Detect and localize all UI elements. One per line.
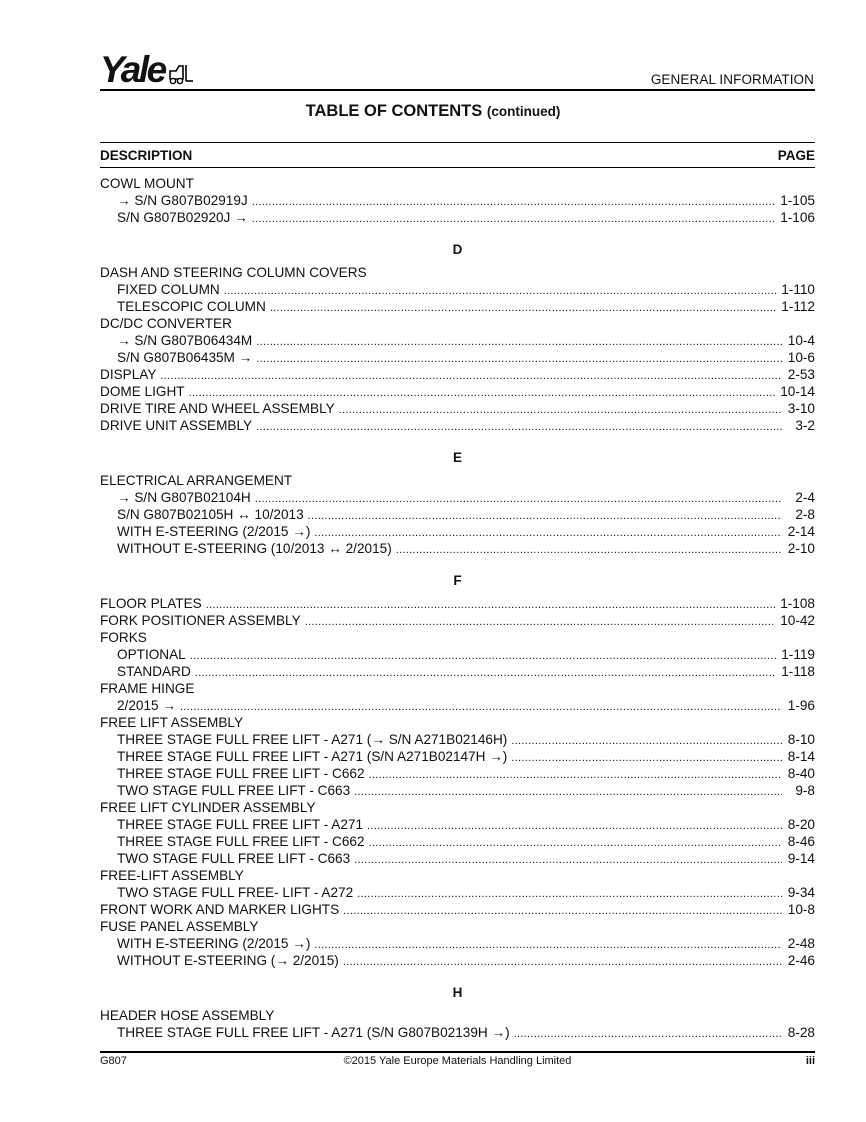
dot-leader bbox=[252, 192, 775, 209]
page-header: PAGE bbox=[777, 148, 815, 163]
dot-leader bbox=[189, 383, 776, 400]
dot-leader bbox=[256, 417, 782, 434]
toc-entry-label: TWO STAGE FULL FREE LIFT - C663 bbox=[117, 851, 351, 866]
toc-entry[interactable] bbox=[100, 663, 815, 680]
toc-entry[interactable] bbox=[100, 833, 815, 850]
toc-entry[interactable] bbox=[100, 264, 815, 281]
toc-entry-label: COWL MOUNT bbox=[100, 176, 194, 191]
column-header-rule-bottom bbox=[100, 167, 815, 168]
toc-entry-page: 10-14 bbox=[780, 384, 815, 399]
toc-entry[interactable] bbox=[100, 383, 815, 400]
toc-entry-label: THREE STAGE FULL FREE LIFT - C662 bbox=[117, 834, 365, 849]
toc-entry-label: 2/2015 → bbox=[117, 698, 176, 713]
toc-entry-label: FORKS bbox=[100, 630, 147, 645]
toc-entry-label: WITHOUT E-STEERING (10/2013 ↔ 2/2015) bbox=[117, 541, 392, 556]
toc-entry[interactable] bbox=[100, 192, 815, 209]
toc-entry-page: 3-10 bbox=[787, 401, 815, 416]
dot-leader bbox=[256, 349, 782, 366]
toc-entry-label: DC/DC CONVERTER bbox=[100, 316, 232, 331]
forklift-icon bbox=[168, 63, 194, 85]
dot-leader bbox=[224, 281, 777, 298]
toc-entry-label: DISPLAY bbox=[100, 367, 157, 382]
title-suffix: (continued) bbox=[486, 104, 561, 119]
toc-entry[interactable] bbox=[100, 612, 815, 629]
toc-entry[interactable] bbox=[100, 782, 815, 799]
toc-entry[interactable] bbox=[100, 349, 815, 366]
toc-entry[interactable] bbox=[100, 697, 815, 714]
dot-leader bbox=[511, 731, 782, 748]
toc-entry-label: S/N G807B02920J → bbox=[117, 210, 248, 225]
description-header: DESCRIPTION bbox=[100, 148, 193, 163]
dot-leader bbox=[369, 765, 782, 782]
toc-entry-label: THREE STAGE FULL FREE LIFT - C662 bbox=[117, 766, 365, 781]
toc-entry-label: FREE LIFT CYLINDER ASSEMBLY bbox=[100, 800, 316, 815]
dot-leader bbox=[305, 612, 776, 629]
dot-leader bbox=[343, 901, 782, 918]
toc-entry-label: WITH E-STEERING (2/2015 →) bbox=[117, 524, 311, 539]
dot-leader bbox=[270, 298, 776, 315]
toc-entry-page: 2-4 bbox=[795, 490, 815, 505]
toc-entry-page: 8-10 bbox=[787, 732, 815, 747]
toc-entry-label: WITH E-STEERING (2/2015 →) bbox=[117, 936, 311, 951]
toc-entry-page: 8-46 bbox=[787, 834, 815, 849]
toc-entry-label: FUSE PANEL ASSEMBLY bbox=[100, 919, 259, 934]
toc-entry-label: HEADER HOSE ASSEMBLY bbox=[100, 1008, 275, 1023]
dot-leader bbox=[367, 816, 782, 833]
toc-entry-page: 1-119 bbox=[781, 647, 815, 662]
toc-entry-label: WITHOUT E-STEERING (→ 2/2015) bbox=[117, 953, 339, 968]
toc-entry[interactable] bbox=[100, 417, 815, 434]
toc-entry[interactable] bbox=[100, 523, 815, 540]
header-rule bbox=[100, 89, 815, 91]
toc-entry[interactable] bbox=[100, 867, 815, 884]
page-title bbox=[0, 102, 866, 121]
toc-entry-label: TWO STAGE FULL FREE LIFT - C663 bbox=[117, 783, 351, 798]
toc-list bbox=[100, 175, 815, 1041]
toc-entry-page: 1-106 bbox=[780, 210, 815, 225]
toc-entry-page: 10-6 bbox=[787, 350, 815, 365]
section-letter: F bbox=[453, 573, 462, 588]
toc-entry[interactable] bbox=[100, 799, 815, 816]
dot-leader bbox=[396, 540, 782, 557]
toc-entry-label: THREE STAGE FULL FREE LIFT - A271 bbox=[117, 817, 364, 832]
toc-entry-page: 2-46 bbox=[787, 953, 815, 968]
column-header bbox=[100, 148, 815, 163]
logo-text: Yale bbox=[100, 49, 165, 90]
toc-entry-label: FREE LIFT ASSEMBLY bbox=[100, 715, 244, 730]
title-text: TABLE OF CONTENTS bbox=[305, 102, 483, 120]
toc-entry[interactable] bbox=[100, 1024, 815, 1041]
section-title: GENERAL INFORMATION bbox=[650, 72, 814, 87]
toc-entry-page: 9-34 bbox=[787, 885, 815, 900]
toc-entry-page: 10-42 bbox=[780, 613, 815, 628]
column-header-rule-top bbox=[100, 142, 815, 143]
section-letter: D bbox=[452, 242, 463, 257]
toc-entry-label: THREE STAGE FULL FREE LIFT - A271 (S/N G807B02139H →) bbox=[117, 1025, 510, 1040]
toc-entry-page: 2-53 bbox=[787, 367, 815, 382]
toc-entry-label: THREE STAGE FULL FREE LIFT - A271 (→ S/N A271B02146H) bbox=[117, 732, 508, 747]
section-letter: E bbox=[452, 450, 462, 465]
dot-leader bbox=[314, 935, 782, 952]
toc-entry[interactable] bbox=[100, 209, 815, 226]
yale-logo bbox=[100, 48, 194, 88]
toc-entry[interactable] bbox=[100, 366, 815, 383]
dot-leader bbox=[514, 1024, 782, 1041]
toc-entry[interactable] bbox=[100, 400, 815, 417]
toc-entry[interactable] bbox=[100, 731, 815, 748]
toc-entry[interactable] bbox=[100, 680, 815, 697]
toc-entry-page: 1-112 bbox=[781, 299, 815, 314]
dot-leader bbox=[255, 489, 782, 506]
toc-entry-page: 9-8 bbox=[795, 783, 815, 798]
toc-entry-page: 3-2 bbox=[795, 418, 815, 433]
toc-entry-label: TWO STAGE FULL FREE- LIFT - A272 bbox=[117, 885, 354, 900]
dot-leader bbox=[357, 884, 782, 901]
dot-leader bbox=[369, 833, 782, 850]
toc-entry[interactable] bbox=[100, 748, 815, 765]
toc-entry-page: 10-4 bbox=[787, 333, 815, 348]
toc-entry[interactable] bbox=[100, 472, 815, 489]
toc-entry-label: FRONT WORK AND MARKER LIGHTS bbox=[100, 902, 340, 917]
toc-entry[interactable] bbox=[100, 595, 815, 612]
dot-leader bbox=[190, 646, 776, 663]
toc-entry-label: DOME LIGHT bbox=[100, 384, 185, 399]
toc-entry-label: FLOOR PLATES bbox=[100, 596, 202, 611]
toc-entry-page: 8-28 bbox=[787, 1025, 815, 1040]
dot-leader bbox=[206, 595, 775, 612]
toc-entry-page: 1-108 bbox=[780, 596, 815, 611]
toc-entry-label: → S/N G807B02104H bbox=[117, 490, 251, 505]
toc-entry-label: ELECTRICAL ARRANGEMENT bbox=[100, 473, 293, 488]
toc-entry-page: 9-14 bbox=[787, 851, 815, 866]
toc-entry-label: STANDARD bbox=[117, 664, 191, 679]
toc-entry-label: → S/N G807B06434M bbox=[117, 333, 253, 348]
toc-entry-label: THREE STAGE FULL FREE LIFT - A271 (S/N A271B02147H →) bbox=[117, 749, 508, 764]
toc-entry[interactable] bbox=[100, 816, 815, 833]
toc-entry-label: DRIVE UNIT ASSEMBLY bbox=[100, 418, 253, 433]
toc-entry-label: S/N G807B06435M → bbox=[117, 350, 253, 365]
toc-entry-page: 2-8 bbox=[795, 507, 815, 522]
toc-entry[interactable] bbox=[100, 629, 815, 646]
dot-leader bbox=[180, 697, 782, 714]
dot-leader bbox=[354, 850, 782, 867]
toc-entry-label: TELESCOPIC COLUMN bbox=[117, 299, 266, 314]
dot-leader bbox=[308, 506, 782, 523]
toc-entry[interactable] bbox=[100, 935, 815, 952]
toc-entry-label: → S/N G807B02919J bbox=[117, 193, 248, 208]
toc-entry[interactable] bbox=[100, 884, 815, 901]
toc-entry[interactable] bbox=[100, 901, 815, 918]
dot-leader bbox=[339, 400, 782, 417]
toc-entry-label: DASH AND STEERING COLUMN COVERS bbox=[100, 265, 367, 280]
toc-entry[interactable] bbox=[100, 952, 815, 969]
toc-entry-page: 2-14 bbox=[787, 524, 815, 539]
footer-page-number: iii bbox=[805, 1055, 815, 1067]
toc-entry-label: OPTIONAL bbox=[117, 647, 186, 662]
toc-entry-page: 8-14 bbox=[787, 749, 815, 764]
toc-entry[interactable] bbox=[100, 315, 815, 332]
toc-entry-page: 8-40 bbox=[787, 766, 815, 781]
dot-leader bbox=[343, 952, 782, 969]
toc-entry-label: S/N G807B02105H ↔ 10/2013 bbox=[117, 507, 304, 522]
toc-entry[interactable] bbox=[100, 850, 815, 867]
toc-entry[interactable] bbox=[100, 332, 815, 349]
toc-entry-page: 1-105 bbox=[780, 193, 815, 208]
dot-leader bbox=[252, 209, 775, 226]
dot-leader bbox=[511, 748, 782, 765]
toc-entry-label: FRAME HINGE bbox=[100, 681, 195, 696]
dot-leader bbox=[195, 663, 776, 680]
dot-leader bbox=[256, 332, 782, 349]
toc-entry-page: 10-8 bbox=[787, 902, 815, 917]
toc-entry[interactable] bbox=[100, 506, 815, 523]
footer-copyright: ©2015 Yale Europe Materials Handling Limited bbox=[343, 1055, 572, 1067]
toc-entry-label: FREE-LIFT ASSEMBLY bbox=[100, 868, 244, 883]
toc-entry[interactable] bbox=[100, 1007, 815, 1024]
toc-entry-page: 1-118 bbox=[781, 664, 815, 679]
toc-entry-label: DRIVE TIRE AND WHEEL ASSEMBLY bbox=[100, 401, 335, 416]
toc-entry[interactable] bbox=[100, 918, 815, 935]
footer-rule bbox=[100, 1051, 815, 1053]
toc-entry[interactable] bbox=[100, 714, 815, 731]
dot-leader bbox=[160, 366, 782, 383]
dot-leader bbox=[354, 782, 782, 799]
toc-entry[interactable] bbox=[100, 281, 815, 298]
section-letter: H bbox=[452, 985, 463, 1000]
toc-entry[interactable] bbox=[100, 489, 815, 506]
toc-entry[interactable] bbox=[100, 540, 815, 557]
toc-entry-page: 2-10 bbox=[787, 541, 815, 556]
toc-entry-page: 8-20 bbox=[787, 817, 815, 832]
toc-entry[interactable] bbox=[100, 298, 815, 315]
toc-entry-page: 1-110 bbox=[781, 282, 815, 297]
toc-entry[interactable] bbox=[100, 175, 815, 192]
toc-entry-label: FIXED COLUMN bbox=[117, 282, 220, 297]
toc-entry[interactable] bbox=[100, 765, 815, 782]
toc-entry[interactable] bbox=[100, 646, 815, 663]
toc-entry-page: 2-48 bbox=[787, 936, 815, 951]
dot-leader bbox=[314, 523, 782, 540]
toc-entry-label: FORK POSITIONER ASSEMBLY bbox=[100, 613, 301, 628]
toc-entry-page: 1-96 bbox=[787, 698, 815, 713]
footer-model: G807 bbox=[100, 1055, 127, 1067]
